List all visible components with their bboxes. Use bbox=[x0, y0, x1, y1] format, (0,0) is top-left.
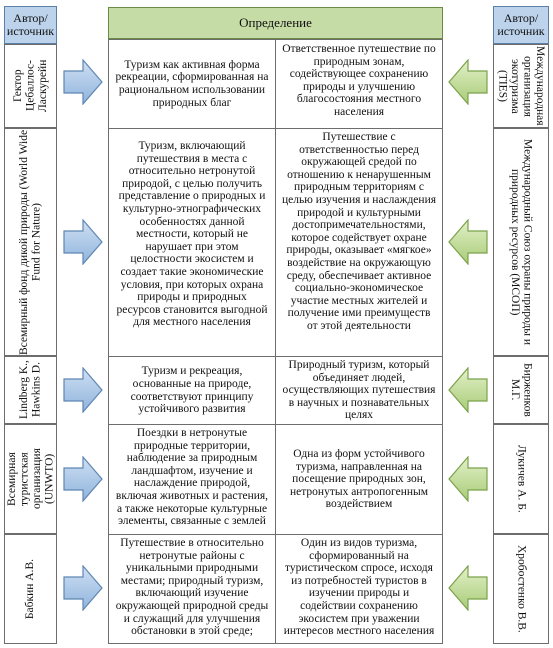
left-definition-3 bbox=[109, 357, 275, 424]
arrow-left-icon bbox=[448, 565, 488, 611]
left-definition-4 bbox=[109, 425, 275, 534]
header-right-label: Автор/ источник bbox=[497, 11, 545, 38]
right-definition-4 bbox=[276, 425, 442, 534]
left-definition-3-text: Туризм и рекреация, основанные на природе, соответствуют принципу устойчивого развития bbox=[130, 365, 254, 416]
left-definition-2 bbox=[109, 138, 275, 356]
left-definition-1 bbox=[109, 40, 275, 128]
arrow-left-icon bbox=[448, 367, 488, 413]
right-definition-5 bbox=[276, 535, 442, 644]
arrow-right-icon bbox=[63, 367, 103, 413]
left-author-4: Всемирная туристская организация (UNWTO) bbox=[5, 448, 55, 510]
left-author-5: Бабкин А.В. bbox=[24, 558, 37, 620]
header-left-label: Автор/ источник bbox=[6, 11, 55, 38]
left-author-2: Всемирный фонд дикой природы (World Wide Fund for Nature) bbox=[18, 129, 43, 355]
right-author-3: Бирженков М.Г. bbox=[509, 363, 534, 417]
header-left bbox=[4, 6, 57, 44]
left-definition-5 bbox=[109, 535, 275, 644]
arrow-right-icon bbox=[63, 456, 103, 502]
right-definition-2 bbox=[276, 129, 442, 356]
left-author-row-2 bbox=[4, 128, 57, 356]
arrow-right-icon bbox=[63, 219, 103, 265]
left-author-row-1 bbox=[4, 44, 57, 128]
right-definition-5-text: Один из видов туризма, сформированный на туристическом спросе, исходя из потребностей туристов в изучении природы и содействии сохранению экосистем при уважении интересов местного населения bbox=[283, 537, 435, 638]
right-definition-2-text: Путешествие с ответственностью перед окружающей средой по отношению к ненарушенным природным территориям с целью изучения и наслаждения природой и культурными достопримечательностями, которое содействует охране природы, оказывает «мягкое» воздействие на окружающую среду, обеспечивает активное социально-экономическое участие местных жителей и получение ими преимуществ от этой деятельности bbox=[282, 131, 437, 332]
right-author-row-5 bbox=[493, 534, 549, 644]
header-right bbox=[493, 6, 549, 44]
right-definition-1-text: Ответственное путешествие по природным зонам, содействующее сохранению природы и улучшению благосостояния местного населения bbox=[282, 43, 436, 118]
right-author-1: Международная организация экотуризма (TIES) bbox=[496, 46, 546, 126]
left-definition-2-text: Туризм, включающий путешествия в места с относительно нетронутой природой, с целью получить представление о природных и культурно-этнографических особенностях данной местности, который не нарушает при этом целостности экосистем и создает такие экономические условия, при которых охрана природы и природных ресурсов становится выгодной для местного населения bbox=[116, 140, 268, 329]
right-author-row-1 bbox=[493, 44, 549, 128]
arrow-left-icon bbox=[448, 456, 488, 502]
header-center-label: Определение bbox=[239, 15, 312, 30]
left-author-row-4 bbox=[4, 424, 57, 534]
right-definition-3 bbox=[276, 357, 442, 424]
arrow-left-icon bbox=[448, 219, 488, 265]
arrow-right-icon bbox=[63, 565, 103, 611]
right-definition-4-text: Одна из форм устойчивого туризма, направленная на посещение природных зон, нетронутых антропогенным воздействием bbox=[289, 448, 429, 511]
right-author-5: Хробостенко В.В. bbox=[515, 545, 528, 633]
right-author-row-3 bbox=[493, 356, 549, 424]
left-author-row-5 bbox=[4, 534, 57, 644]
right-author-row-2 bbox=[493, 128, 549, 356]
left-author-3: Lindberg K., Hawkins D. bbox=[18, 360, 43, 420]
right-author-row-4 bbox=[493, 424, 549, 534]
right-author-2: Международный Союз охраны природы и природных ресурсов (МСОП) bbox=[509, 138, 534, 345]
left-definition-5-text: Путешествие в относительно нетронутые районы с уникальными природными местами; природный туризм, включающий изучение окружающей природной среды и служащий для улучшения обстановки в этой среде; bbox=[115, 537, 269, 638]
left-author-row-3 bbox=[4, 356, 57, 424]
right-author-4: Лукичев А. Б. bbox=[515, 445, 528, 513]
arrow-right-icon bbox=[63, 59, 103, 105]
arrow-left-icon bbox=[448, 59, 488, 105]
right-definition-3-text: Природный туризм, который объединяет людей, осуществляющих путешествия в научных и познавательных целях bbox=[282, 359, 436, 422]
left-definition-1-text: Туризм как активная форма рекреации, сформированная на рациональном использовании природных благ bbox=[115, 58, 269, 109]
right-definition-1 bbox=[276, 41, 442, 128]
header-center bbox=[108, 7, 443, 39]
left-definition-4-text: Поездки в нетронутые природные территории, наблюдение за природным ландшафтом, изучение и наслаждение природой, включая животных и растения, а также некоторые культурные элементы, связанные с землей bbox=[115, 427, 269, 528]
left-author-1: Гектор Цебаллос-Ласкурейн bbox=[11, 59, 49, 113]
